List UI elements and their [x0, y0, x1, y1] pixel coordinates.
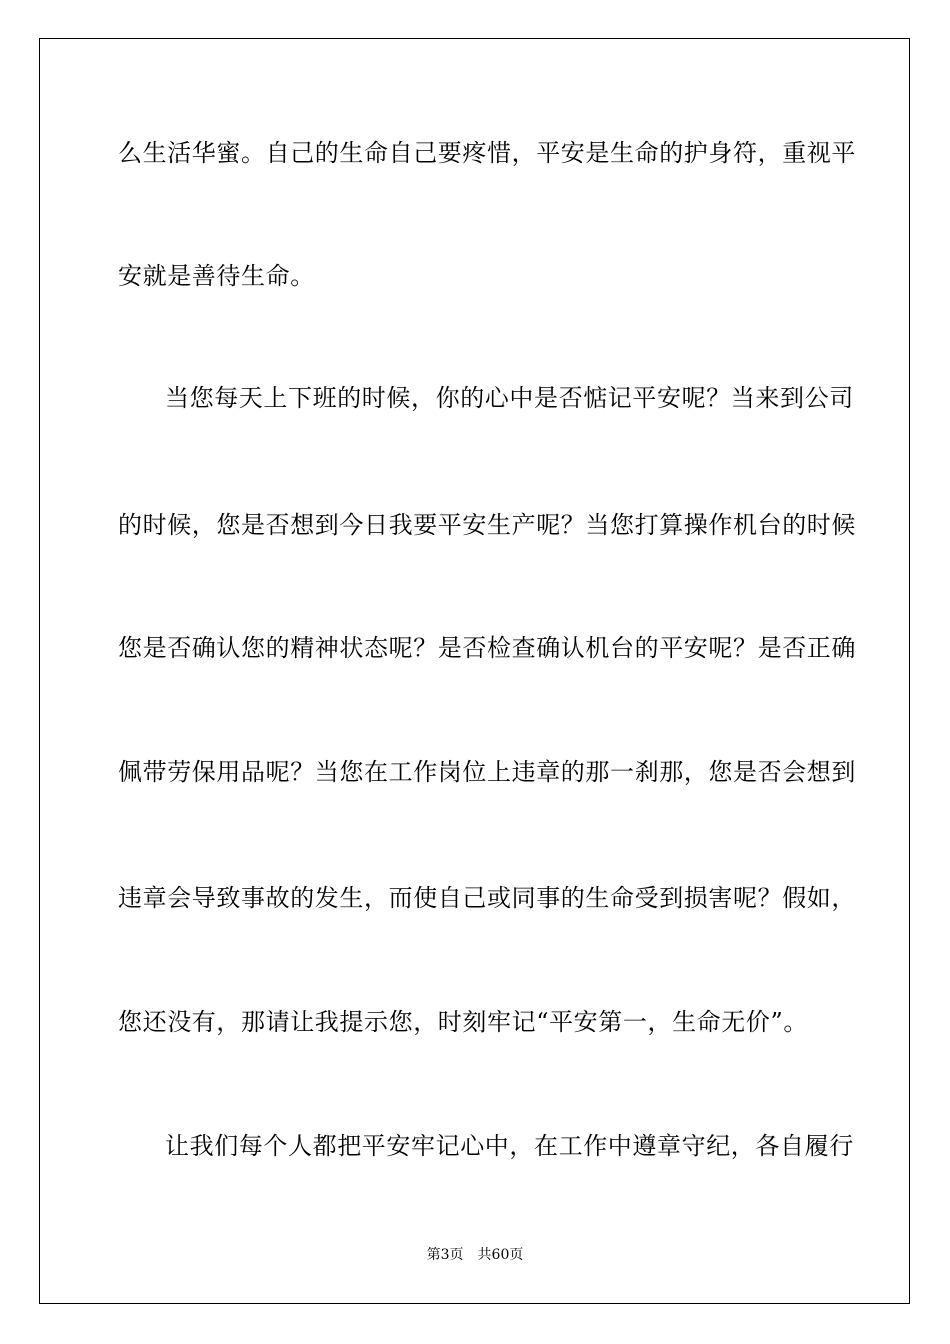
- body-text-line: 么生活华蜜。自己的生命自己要疼惜，平安是生命的护身符，重视平: [118, 139, 856, 167]
- body-text-line: 佩带劳保用品呢？当您在工作岗位上违章的那一刹那，您是否会想到: [118, 758, 856, 786]
- paragraph-first-line: 当您每天上下班的时候，你的心中是否惦记平安呢？当来到公司: [165, 384, 854, 412]
- body-text-line: 的时候，您是否想到今日我要平安生产呢？当您打算操作机台的时候: [118, 511, 856, 539]
- total-pages: 共60页: [477, 1247, 524, 1263]
- page-border: [39, 38, 910, 1304]
- body-text-line: 您还没有，那请让我提示您，时刻牢记“平安第一，生命无价”。: [118, 1008, 808, 1036]
- page-footer: [0, 1247, 950, 1263]
- body-text-line: 您是否确认您的精神状态呢？是否检查确认机台的平安呢？是否正确: [118, 634, 856, 662]
- body-text-line: 安就是善待生命。: [118, 262, 315, 290]
- body-text-line: 违章会导致事故的发生，而使自己或同事的生命受到损害呢？假如，: [118, 884, 856, 912]
- page-number: 第3页: [426, 1247, 464, 1263]
- paragraph-first-line: 让我们每个人都把平安牢记心中，在工作中遵章守纪，各自履行: [165, 1132, 854, 1160]
